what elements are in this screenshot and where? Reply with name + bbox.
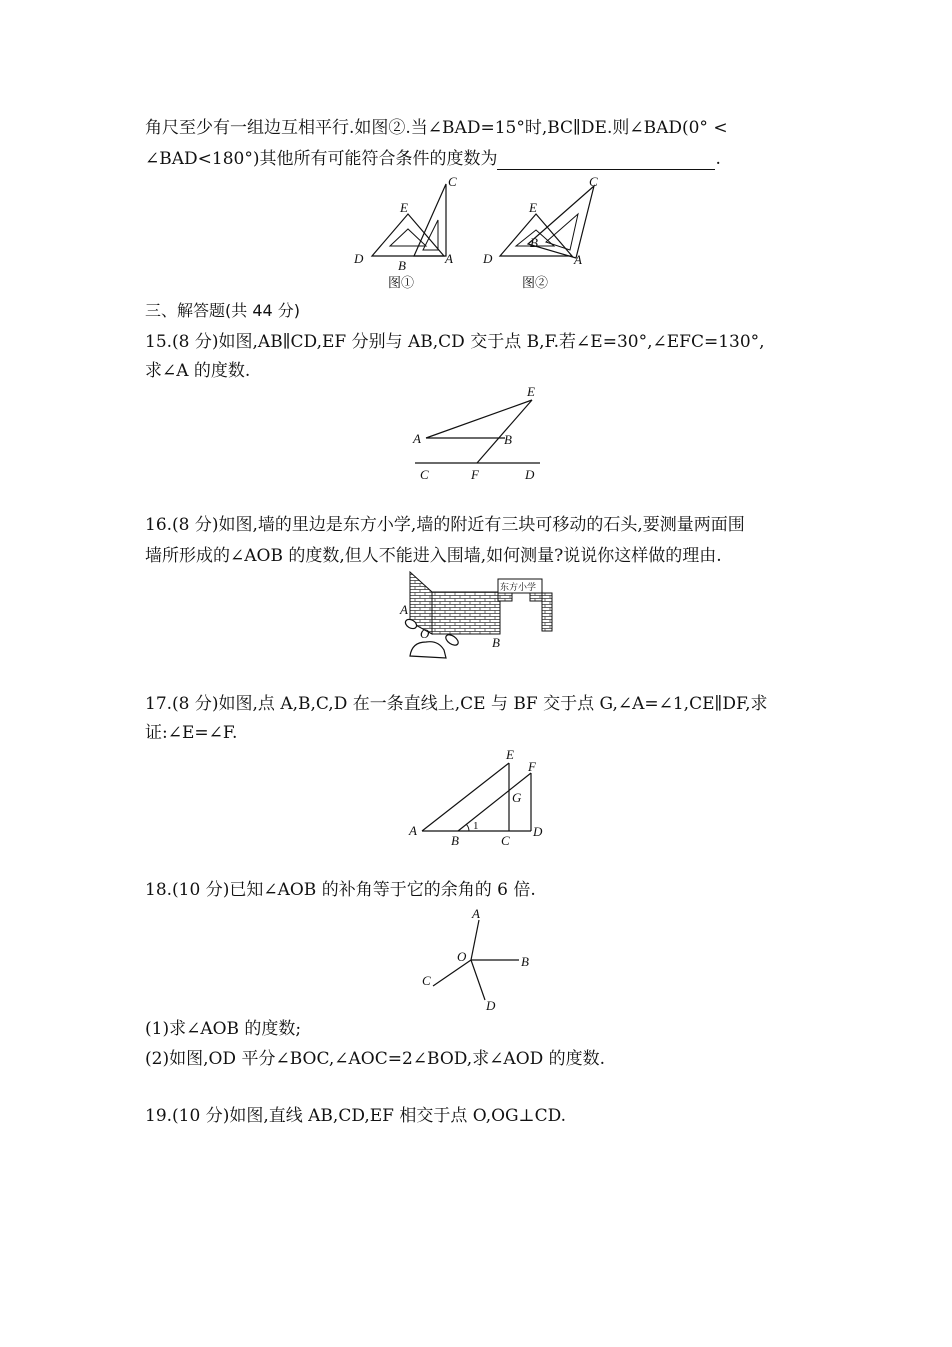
q18-label-o: O <box>457 949 467 964</box>
q15-label-f: F <box>471 467 479 482</box>
q16-line1: 16.(8 分)如图,墙的里边是东方小学,墙的附近有三块可移动的石头,要测量两面围 <box>145 515 745 535</box>
q18-label-b: B <box>521 954 529 969</box>
q15-line2: 求∠A 的度数. <box>145 361 251 381</box>
q18-sub2: (2)如图,OD 平分∠BOC,∠AOC=2∠BOD,求∠AOD 的度数. <box>145 1049 606 1069</box>
q18-label-c: C <box>422 973 431 988</box>
fig2-label-c: C <box>589 174 598 189</box>
q17-label-g: G <box>512 790 522 805</box>
q17-figure <box>405 745 555 850</box>
q15-label-e: E <box>527 384 535 399</box>
q17-label-b: B <box>451 833 459 848</box>
q17-label-c: C <box>501 833 510 848</box>
q15-label-d: D <box>525 467 535 482</box>
q16-label-o: O <box>420 626 430 641</box>
q14-line2 <box>145 148 721 170</box>
fig2-label-e: E <box>529 200 537 215</box>
q14-line1: 角尺至少有一组边互相平行.如图②.当∠BAD=15°时,BC∥DE.则∠BAD(0° < <box>145 118 728 138</box>
q19-line1: 19.(10 分)如图,直线 AB,CD,EF 相交于点 O,OG⊥CD. <box>145 1106 567 1126</box>
q16-label-b: B <box>492 635 500 650</box>
fig2-label-d: D <box>483 251 493 266</box>
fig1-label-c: C <box>448 174 457 189</box>
fig1-label-a: A <box>445 251 453 266</box>
fig1-label-e: E <box>400 200 408 215</box>
q17-label-f: F <box>528 759 536 774</box>
q15-label-b: B <box>504 432 512 447</box>
answer-blank <box>497 155 715 170</box>
q17-line2: 证:∠E=∠F. <box>145 723 238 743</box>
q15-figure <box>405 380 555 485</box>
q18-label-d: D <box>486 998 496 1013</box>
q16-line2: 墙所形成的∠AOB 的度数,但人不能进入围墙,如何测量?说说你这样做的理由. <box>145 546 722 566</box>
school-sign: 东方小学 <box>500 582 537 592</box>
q17-label-a: A <box>409 823 417 838</box>
fig2-label-a: A <box>574 252 582 267</box>
q15-line1: 15.(8 分)如图,AB∥CD,EF 分别与 AB,CD 交于点 B,F.若∠E=30°,∠EFC=130°, <box>145 332 765 352</box>
q16-label-a: A <box>400 602 408 617</box>
q18-label-a: A <box>472 906 480 921</box>
q17-label-e: E <box>506 747 514 762</box>
fig1-label-b: B <box>398 258 406 273</box>
q16-figure <box>392 568 562 664</box>
fig1-caption: 图① <box>388 275 415 290</box>
fig1-label-d: D <box>354 251 364 266</box>
q15-label-c: C <box>420 467 429 482</box>
q17-label-angle1: 1 <box>473 820 479 832</box>
q14-figure-2 <box>482 174 598 290</box>
q15-label-a: A <box>413 431 421 446</box>
q14-line2-text: ∠BAD<180°)其他所有可能符合条件的度数为 <box>145 149 498 169</box>
q18-figure <box>415 900 545 1015</box>
q14-line2-end: . <box>715 149 721 169</box>
q14-figure-1 <box>353 174 457 290</box>
fig2-caption: 图② <box>522 275 549 290</box>
fig2-label-b: B <box>530 235 538 250</box>
q18-sub1: (1)求∠AOB 的度数; <box>145 1019 302 1039</box>
q17-label-d: D <box>533 824 543 839</box>
section-heading: 三、解答题(共 44 分) <box>145 301 301 320</box>
q18-line1: 18.(10 分)已知∠AOB 的补角等于它的余角的 6 倍. <box>145 880 536 900</box>
q17-line1: 17.(8 分)如图,点 A,B,C,D 在一条直线上,CE 与 BF 交于点 G,∠A=∠1,CE∥DF,求 <box>145 694 768 714</box>
q14-figures <box>350 172 610 292</box>
